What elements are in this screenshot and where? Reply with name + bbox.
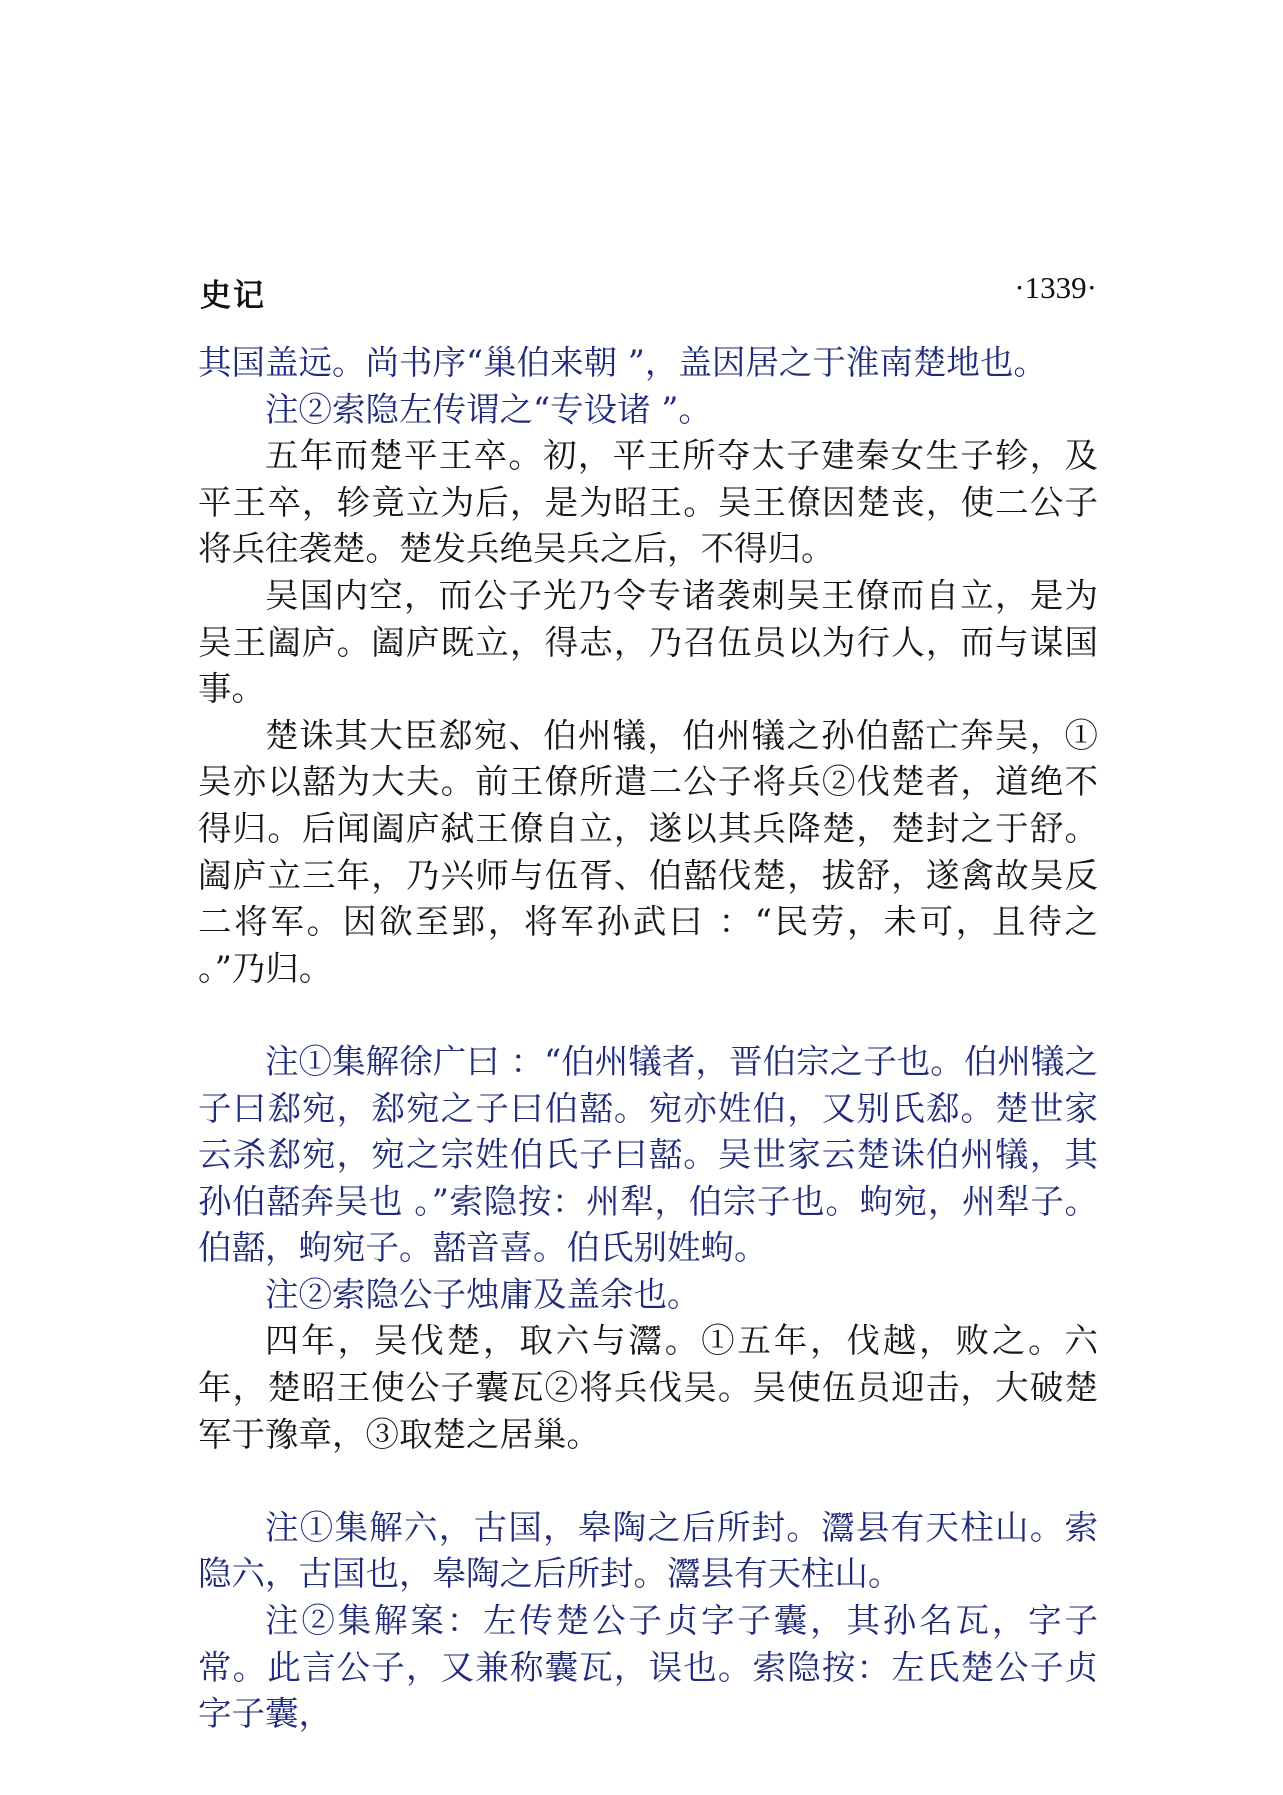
- main-text-paragraph: 楚诛其大臣郄宛、伯州犠，伯州犠之孙伯嚭亡奔吴，①吴亦以嚭为大夫。前王僚所遣二公子将兵②伐楚者，道绝不得归。后闻阖庐弑王僚自立，遂以其兵降楚，楚封之于舒。阖庐立三年，乃兴师与伍胥、伯嚭伐楚，拔舒，遂禽故吴反二将军。因欲至郢，将军孙武曰 ：“民劳，未可，且待之 。”乃归。: [198, 715, 1098, 988]
- annotation-paragraph: 注①集解徐广曰 ：“伯州犠者，晋伯宗之子也。伯州犠之子曰郄宛，郄宛之子曰伯嚭。宛亦姓伯，又别氏郄。楚世家云杀郄宛，宛之宗姓伯氏子曰嚭。吴世家云楚诛伯州犠，其孙伯嚭奔吴也 。”索隐按：州犁，伯宗子也。蚼宛，州犁子。伯嚭，蚼宛子。嚭音喜。伯氏别姓蚼。: [198, 1041, 1098, 1268]
- book-title: 史记: [200, 278, 266, 314]
- annotation-paragraph: 注②索隐左传谓之“专设诸 ”。: [265, 389, 712, 429]
- body-text: [198, 340, 1098, 1738]
- main-text-paragraph: 五年而楚平王卒。初，平王所夺太子建秦女生子轸，及平王卒，轸竟立为后，是为昭王。吴王僚因楚丧，使二公子将兵往袭楚。楚发兵绝吴兵之后，不得归。: [198, 436, 1098, 569]
- page-number: ·1339·: [1014, 270, 1097, 305]
- paragraph-gap: [198, 992, 1098, 1039]
- main-text-paragraph: 吴国内空，而公子光乃令专诸袭刺吴王僚而自立，是为吴王阖庐。阖庐既立，得志，乃召伍员以为行人，而与谋国事。: [198, 575, 1098, 709]
- main-text-paragraph: 四年，吴伐楚，取六与灊。①五年，伐越，败之。六年，楚昭王使公子囊瓦②将兵伐吴。吴使伍员迎击，大破楚军于豫章，③取楚之居巢。: [198, 1321, 1098, 1454]
- annotation-paragraph: 注①集解六，古国，皋陶之后所封。灊县有天柱山。索隐六，古国也，皋陶之后所封。灊县有天柱山。: [198, 1507, 1098, 1594]
- annotation-paragraph: 其国盖远。尚书序“巢伯来朝 ”，盖因居之于淮南楚地也。: [198, 343, 1047, 382]
- paragraph-gap: [198, 1458, 1098, 1505]
- annotation-paragraph: 注②索隐公子烛庸及盖余也。: [265, 1274, 701, 1314]
- annotation-paragraph: 注②集解案：左传楚公子贞字子囊，其孙名瓦，字子常。此言公子，又兼称囊瓦，误也。索隐按：左氏楚公子贞字子囊，: [198, 1601, 1098, 1734]
